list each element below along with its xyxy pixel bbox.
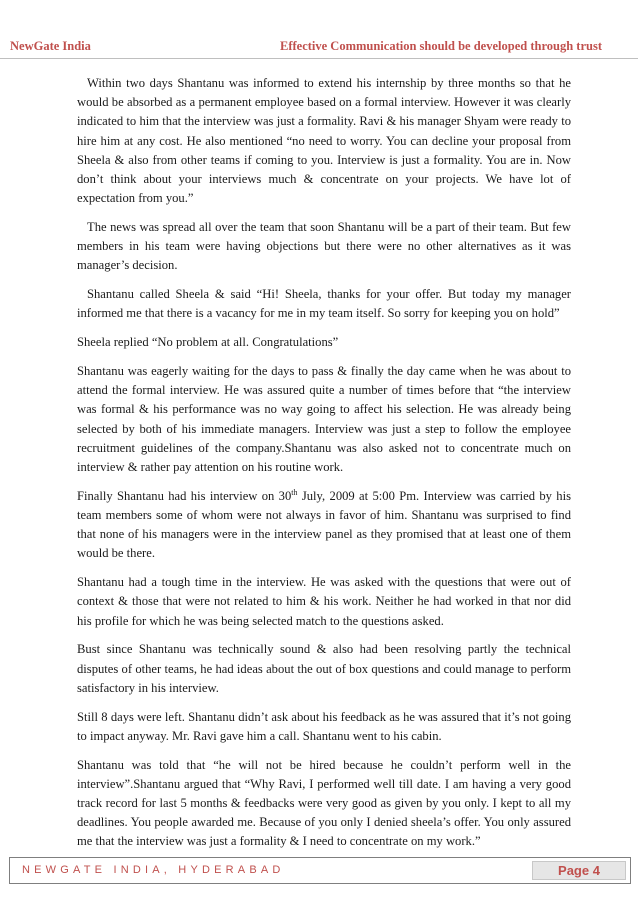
header-divider — [0, 58, 638, 59]
interview-text-start: Finally Shantanu had his interview on 30 — [77, 488, 292, 503]
paragraph-team-news: The news was spread all over the team that soon Shantanu will be a part of their team. But few members in his team were having objections but there were no other alternatives as it was manager’s decision. — [77, 220, 571, 273]
paragraph-technical-skills: Bust since Shantanu was technically sound & also had been resolving partly the technical disputes of other teams, he had ideas about the out of box questions and could manage to perform satisfactory in his interview. — [77, 642, 571, 695]
page-number-badge: Page 4 — [532, 861, 626, 880]
paragraph-formal-interview: Shantanu was eagerly waiting for the days to pass & finally the day came when he was about to attend the formal interview. He was assured quite a number of times before that “the interview was formal & his performance was no way going to affect his selection. He was already being selected by both of his immediate managers. Interview was just a step to follow the employee recruitment guidelines of the company.Shantanu was also asked not to concentrate much on interview & rather pay attention on his routine work. — [77, 364, 571, 475]
interview-text-end: July, 2009 at 5:00 Pm. Interview was carried by his team members some of whom were not always in favor of him. Shantanu was surprised to find that none of his managers were in the interview panel as they promised that at least one of them would be there. — [77, 488, 571, 561]
date-ordinal-suffix: th — [291, 487, 298, 497]
page-footer — [9, 857, 631, 884]
paragraph-interview-date — [77, 487, 571, 564]
header-document-title: Effective Communication should be developed through trust — [279, 39, 602, 53]
paragraph-days-left: Still 8 days were left. Shantanu didn’t ask about his feedback as he was assured that it’s not going to impact anyway. Mr. Ravi gave him a call. Shantanu went to his cabin. — [77, 709, 571, 743]
page-header — [0, 0, 638, 58]
paragraph-sheela-reply: Sheela replied “No problem at all. Congratulations” — [77, 335, 339, 350]
paragraph-tough-interview: Shantanu had a tough time in the interview. He was asked with the questions that were out of context & those that were not related to him & his work. Neither he had worked in that nor did his profile for which he was being selected match to the questions asked. — [77, 575, 571, 628]
document-body — [77, 74, 571, 861]
footer-location: NEWGATE INDIA, HYDERABAD — [22, 864, 285, 876]
paragraph-internship-extension: Within two days Shantanu was informed to extend his internship by three months so that he would be absorbed as a permanent employee based on a formal interview. However it was clearly indicated to him that the interview was just a formality. Ravi & his manager Shyam were ready to hire him at any cost. He also mentioned “no need to worry. You can decline your proposal from Sheela & also from other teams if coming to you. Interview is just a formality. You are in. Now don’t think about your interviews much & concentrate on your projects. We have lot of expectation from you.” — [77, 76, 571, 206]
paragraph-call-sheela: Shantanu called Sheela & said “Hi! Sheela, thanks for your offer. But today my manager informed me that there is a vacancy for me in my team itself. So sorry for keeping you on hold” — [77, 287, 571, 321]
paragraph-not-hired: Shantanu was told that “he will not be hired because he couldn’t perform well in the interview”.Shantanu argued that “Why Ravi, I performed well till date. I am having a very good track record for last 5 months & feedbacks were very good as given by you only. I kept to all my deadlines. You people awarded me. Because of you only I denied sheela’s offer. You only assured me that the interview was just a formality & I need to concentrate on my work.” — [77, 757, 571, 849]
header-company-name: NewGate India — [10, 39, 91, 53]
